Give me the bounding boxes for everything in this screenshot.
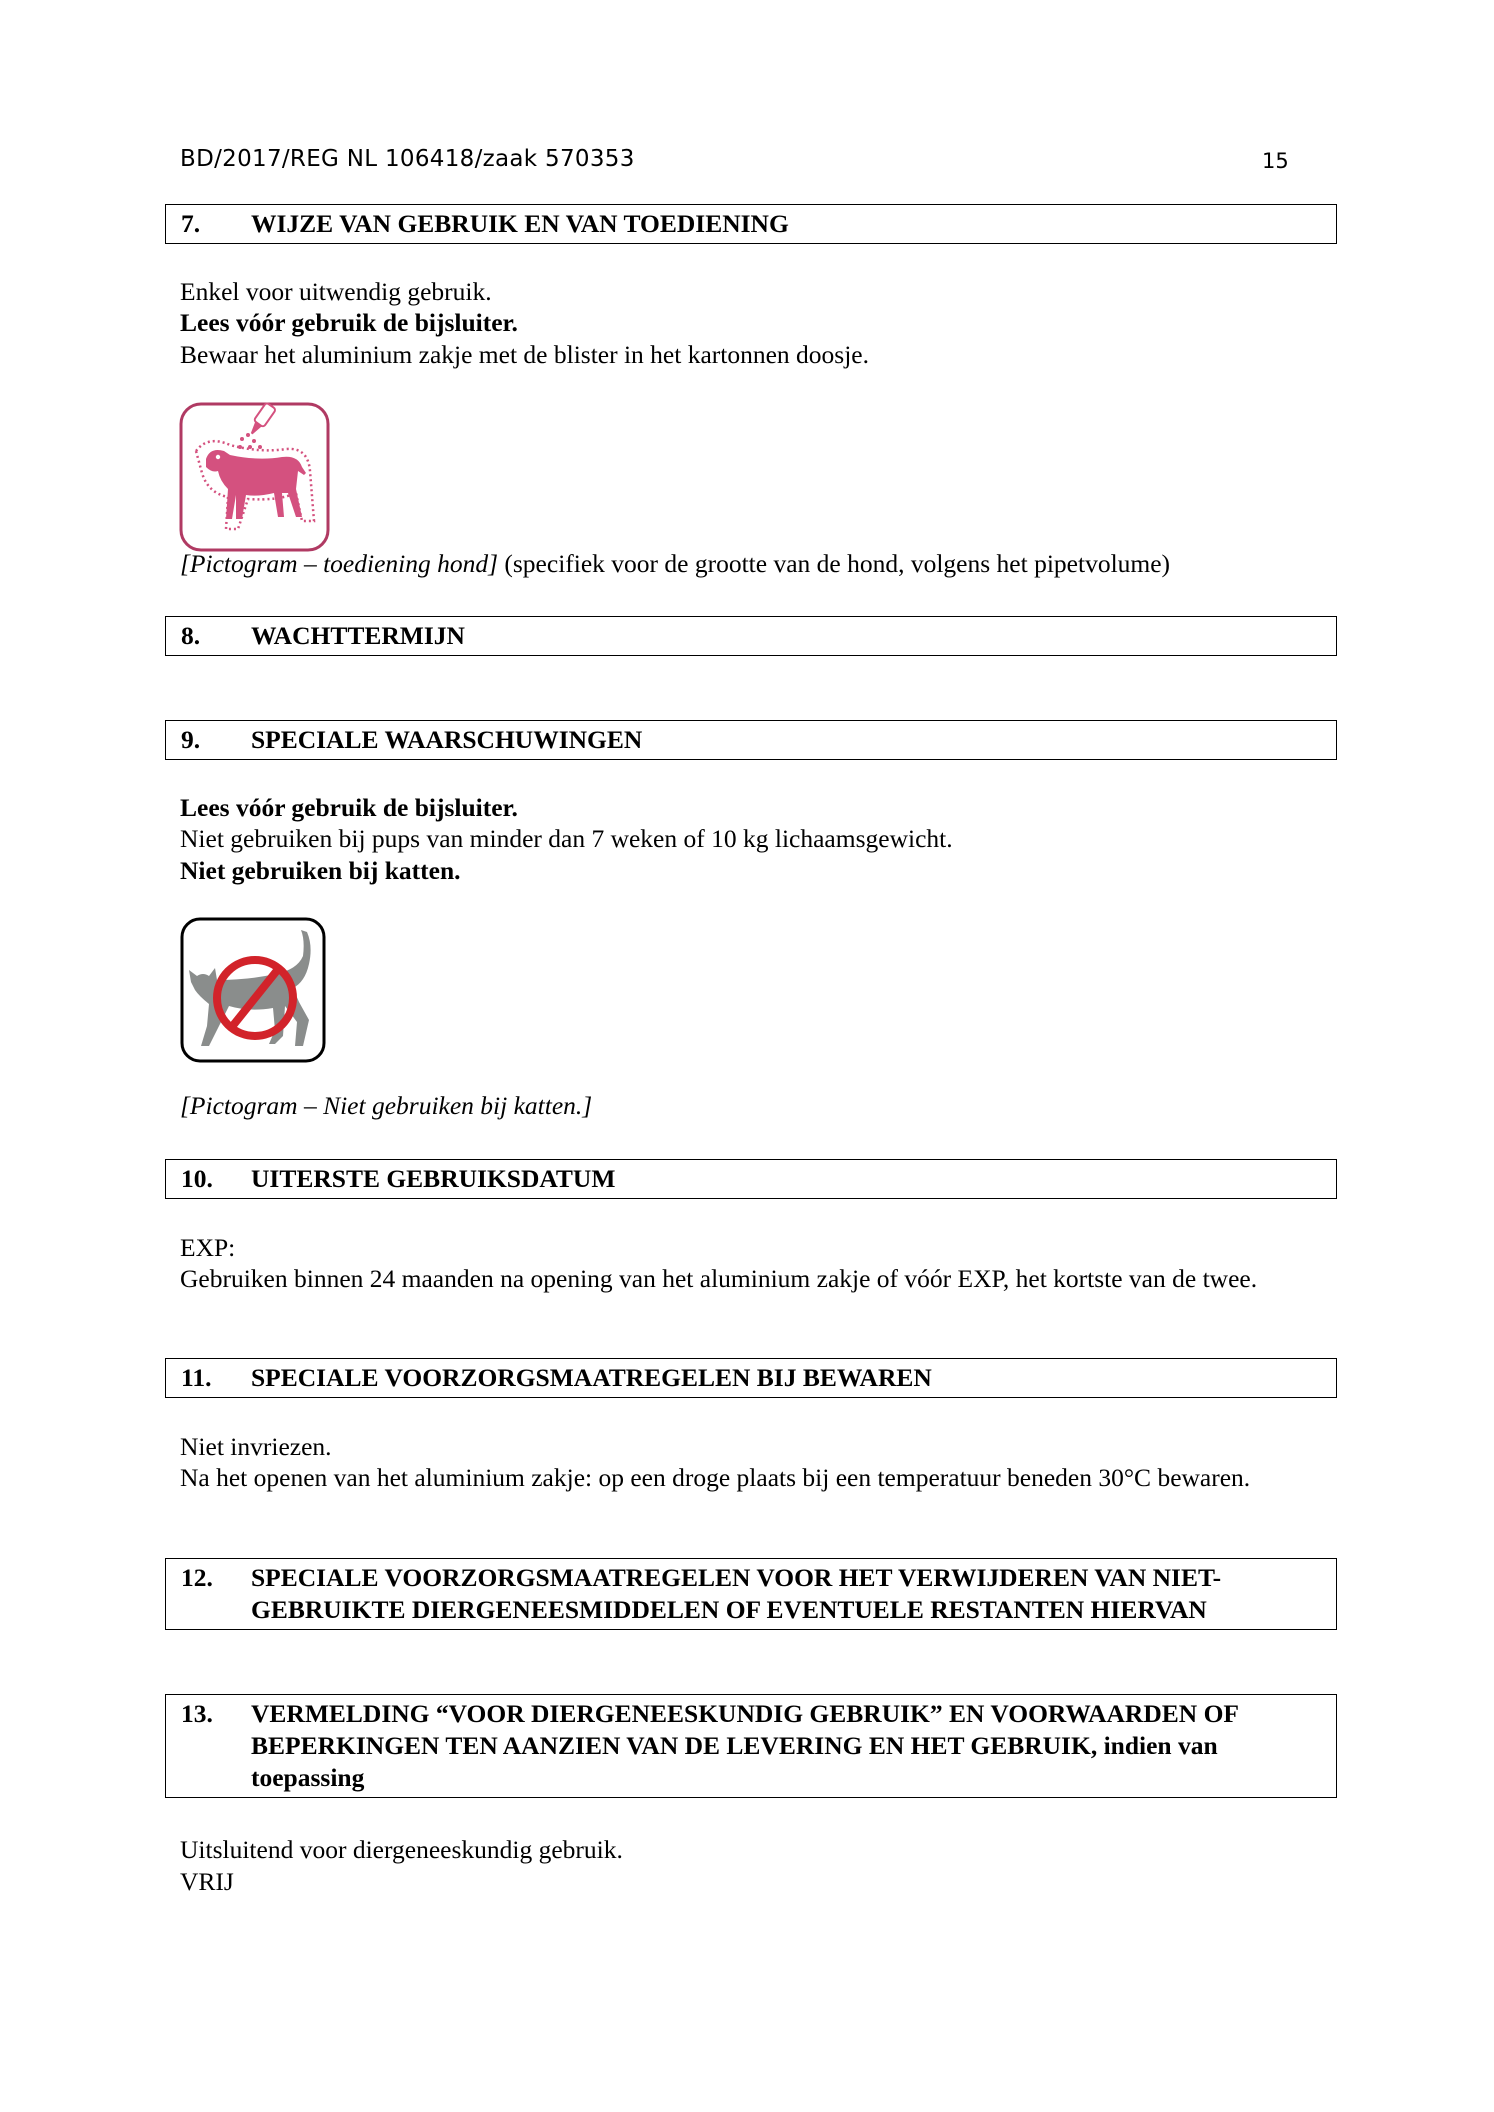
section-title: SPECIALE VOORZORGSMAATREGELEN BIJ BEWAREN bbox=[251, 1363, 932, 1392]
section-number: 9. bbox=[181, 725, 201, 754]
pictogram-note: (specifiek voor de grootte van de hond, volgens het pipetvolume) bbox=[504, 549, 1171, 578]
no-cats-icon bbox=[179, 916, 327, 1064]
page-number: 15 bbox=[1262, 149, 1289, 173]
sec7-line-3: Bewaar het aluminium zakje met de blister in het kartonnen doosje. bbox=[180, 340, 869, 369]
sec11-line-2: Na het openen van het aluminium zakje: op een droge plaats bij een temperatuur beneden 30°C bewaren. bbox=[180, 1463, 1251, 1492]
section-number: 13. bbox=[181, 1699, 213, 1728]
sec7-pictogram-caption-line bbox=[180, 548, 1170, 580]
document-reference: BD/2017/REG NL 106418/zaak 570353 bbox=[180, 146, 635, 172]
sec9-line-2: Niet gebruiken bij pups van minder dan 7 weken of 10 kg lichaamsgewicht. bbox=[180, 824, 953, 853]
dog-spot-on-application-icon bbox=[178, 401, 331, 553]
section-12-heading bbox=[165, 1558, 1337, 1630]
section-title: WIJZE VAN GEBRUIK EN VAN TOEDIENING bbox=[251, 209, 789, 238]
section-number: 10. bbox=[181, 1164, 213, 1193]
section-title: WACHTTERMIJN bbox=[251, 621, 465, 650]
section-number: 11. bbox=[181, 1363, 212, 1392]
pictogram-caption: [Pictogram – toediening hond] bbox=[180, 549, 499, 578]
sec11-line-1: Niet invriezen. bbox=[180, 1432, 332, 1461]
section-title: UITERSTE GEBRUIKSDATUM bbox=[251, 1164, 616, 1193]
sec7-line-1: Enkel voor uitwendig gebruik. bbox=[180, 277, 492, 306]
section-8-heading bbox=[165, 616, 1337, 656]
section-7-heading bbox=[165, 204, 1337, 244]
section-11-heading bbox=[165, 1358, 1337, 1398]
section-number: 7. bbox=[181, 209, 201, 238]
sec10-line-1: EXP: bbox=[180, 1233, 236, 1262]
sec9-line-1: Lees vóór gebruik de bijsluiter. bbox=[180, 793, 518, 822]
section-title-main: VERMELDING “VOOR DIERGENEESKUNDIG GEBRUIK” EN VOORWAARDEN OF BEPERKINGEN TEN AANZIEN VAN DE LEVERING EN HET GEBRUIK, bbox=[251, 1699, 1239, 1760]
section-10-heading bbox=[165, 1159, 1337, 1199]
section-number: 12. bbox=[181, 1563, 213, 1592]
section-title: SPECIALE VOORZORGSMAATREGELEN VOOR HET VERWIJDEREN VAN NIET-GEBRUIKTE DIERGENEESMIDDELEN OF EVENTUELE RESTANTEN HIERVAN bbox=[251, 1563, 1222, 1624]
section-9-heading bbox=[165, 720, 1337, 760]
sec7-line-2: Lees vóór gebruik de bijsluiter. bbox=[180, 308, 518, 337]
section-13-heading bbox=[165, 1694, 1337, 1798]
section-title-suffix: indien van toepassing bbox=[251, 1731, 1218, 1792]
section-title bbox=[251, 1698, 1324, 1794]
sec9-line-3: Niet gebruiken bij katten. bbox=[180, 856, 461, 885]
section-title: SPECIALE WAARSCHUWINGEN bbox=[251, 725, 643, 754]
sec13-line-2: VRIJ bbox=[180, 1867, 234, 1896]
sec10-line-2: Gebruiken binnen 24 maanden na opening van het aluminium zakje of vóór EXP, het kortste van de twee. bbox=[180, 1264, 1258, 1293]
section-number: 8. bbox=[181, 621, 201, 650]
sec13-line-1: Uitsluitend voor diergeneeskundig gebruik. bbox=[180, 1835, 623, 1864]
sec9-pictogram-caption: [Pictogram – Niet gebruiken bij katten.] bbox=[180, 1091, 593, 1120]
